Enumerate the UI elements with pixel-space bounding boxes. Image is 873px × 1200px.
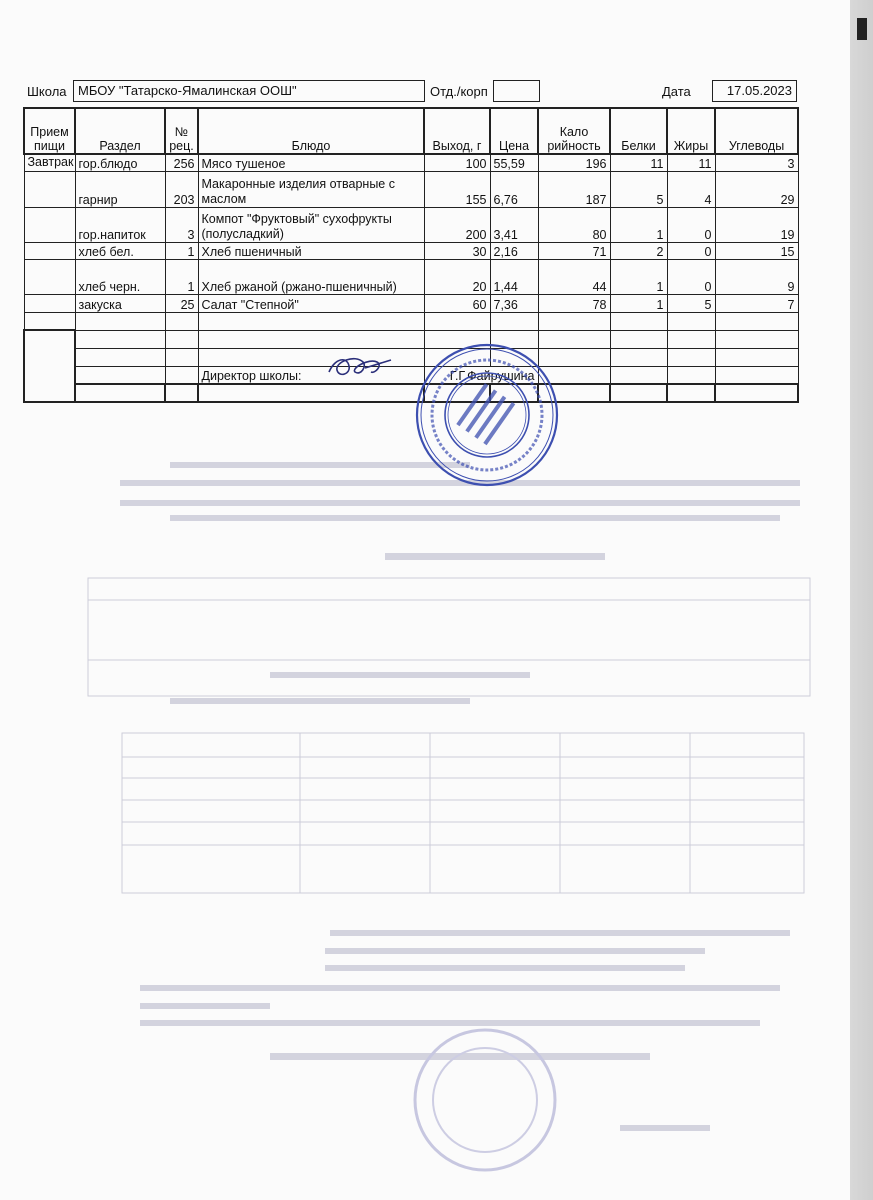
date-label: Дата (662, 84, 691, 99)
cell-price: 6,76 (490, 171, 538, 207)
director-signature (325, 352, 395, 384)
cell-section: гор.напиток (75, 207, 165, 242)
director-label: Директор школы: (198, 366, 424, 384)
cell-price: 1,44 (490, 259, 538, 294)
cell-dish: Хлеб ржаной (ржано-пшеничный) (198, 259, 424, 294)
col-dish: Блюдо (198, 108, 424, 154)
cell-fat: 4 (667, 171, 715, 207)
table-row (24, 259, 798, 294)
col-meal: Прием пищи (24, 108, 75, 154)
cell-calories: 78 (538, 294, 610, 312)
cell-yield: 60 (424, 294, 490, 312)
cell-dish: Мясо тушеное (198, 154, 424, 171)
cell-fat: 0 (667, 259, 715, 294)
director-name: Г.Г.Файрушина (424, 366, 538, 384)
cell-section: гарнир (75, 171, 165, 207)
cell-dish: Салат "Степной" (198, 294, 424, 312)
cell-yield: 100 (424, 154, 490, 171)
cell-calories: 196 (538, 154, 610, 171)
cell-meal (24, 259, 75, 294)
cell-price: 2,16 (490, 242, 538, 259)
scan-edge (850, 0, 873, 1200)
cell-price: 3,41 (490, 207, 538, 242)
official-stamp (402, 340, 572, 490)
cell-protein: 1 (610, 294, 667, 312)
scan-mark (857, 18, 867, 40)
cell-protein: 11 (610, 154, 667, 171)
cell-meal: Завтрак (24, 154, 75, 171)
cell-calories: 187 (538, 171, 610, 207)
col-price: Цена (490, 108, 538, 154)
cell-section: хлеб черн. (75, 259, 165, 294)
cell-dish: Макаронные изделия отварные с маслом (198, 171, 424, 207)
cell-meal (24, 242, 75, 259)
cell-calories: 44 (538, 259, 610, 294)
table-row-empty (24, 312, 798, 330)
cell-recipe: 256 (165, 154, 198, 171)
col-recipe: № рец. (165, 108, 198, 154)
cell-fat: 0 (667, 242, 715, 259)
cell-protein: 5 (610, 171, 667, 207)
cell-meal (24, 294, 75, 312)
table-row (24, 294, 798, 312)
cell-recipe: 1 (165, 259, 198, 294)
col-carbs: Углеводы (715, 108, 798, 154)
col-fat: Жиры (667, 108, 715, 154)
table-row (24, 207, 798, 242)
dept-label: Отд./корп (430, 84, 488, 99)
cell-recipe: 203 (165, 171, 198, 207)
cell-yield: 30 (424, 242, 490, 259)
table-row (24, 154, 798, 171)
school-name-field: МБОУ "Татарско-Ямалинская ООШ" (73, 80, 425, 102)
date-field: 17.05.2023 (712, 80, 797, 102)
school-label: Школа (27, 84, 67, 99)
cell-carbs: 7 (715, 294, 798, 312)
cell-price: 7,36 (490, 294, 538, 312)
cell-carbs: 3 (715, 154, 798, 171)
col-section: Раздел (75, 108, 165, 154)
cell-calories: 71 (538, 242, 610, 259)
dept-field (493, 80, 540, 102)
cell-protein: 1 (610, 207, 667, 242)
cell-recipe: 1 (165, 242, 198, 259)
cell-yield: 155 (424, 171, 490, 207)
cell-section: хлеб бел. (75, 242, 165, 259)
col-yield: Выход, г (424, 108, 490, 154)
cell-fat: 0 (667, 207, 715, 242)
cell-fat: 5 (667, 294, 715, 312)
cell-recipe: 3 (165, 207, 198, 242)
cell-carbs: 19 (715, 207, 798, 242)
table-row (24, 242, 798, 259)
cell-carbs: 9 (715, 259, 798, 294)
table-header-row (24, 108, 798, 154)
cell-price: 55,59 (490, 154, 538, 171)
cell-yield: 200 (424, 207, 490, 242)
cell-section: гор.блюдо (75, 154, 165, 171)
cell-fat: 11 (667, 154, 715, 171)
cell-dish: Компот "Фруктовый" сухофрукты (полусладкий) (198, 207, 424, 242)
cell-meal (24, 171, 75, 207)
col-protein: Белки (610, 108, 667, 154)
table-row (24, 171, 798, 207)
cell-carbs: 29 (715, 171, 798, 207)
cell-protein: 2 (610, 242, 667, 259)
cell-meal (24, 207, 75, 242)
cell-carbs: 15 (715, 242, 798, 259)
cell-recipe: 25 (165, 294, 198, 312)
col-calories: Кало рийность (538, 108, 610, 154)
cell-protein: 1 (610, 259, 667, 294)
cell-dish: Хлеб пшеничный (198, 242, 424, 259)
cell-yield: 20 (424, 259, 490, 294)
cell-calories: 80 (538, 207, 610, 242)
cell-section: закуска (75, 294, 165, 312)
